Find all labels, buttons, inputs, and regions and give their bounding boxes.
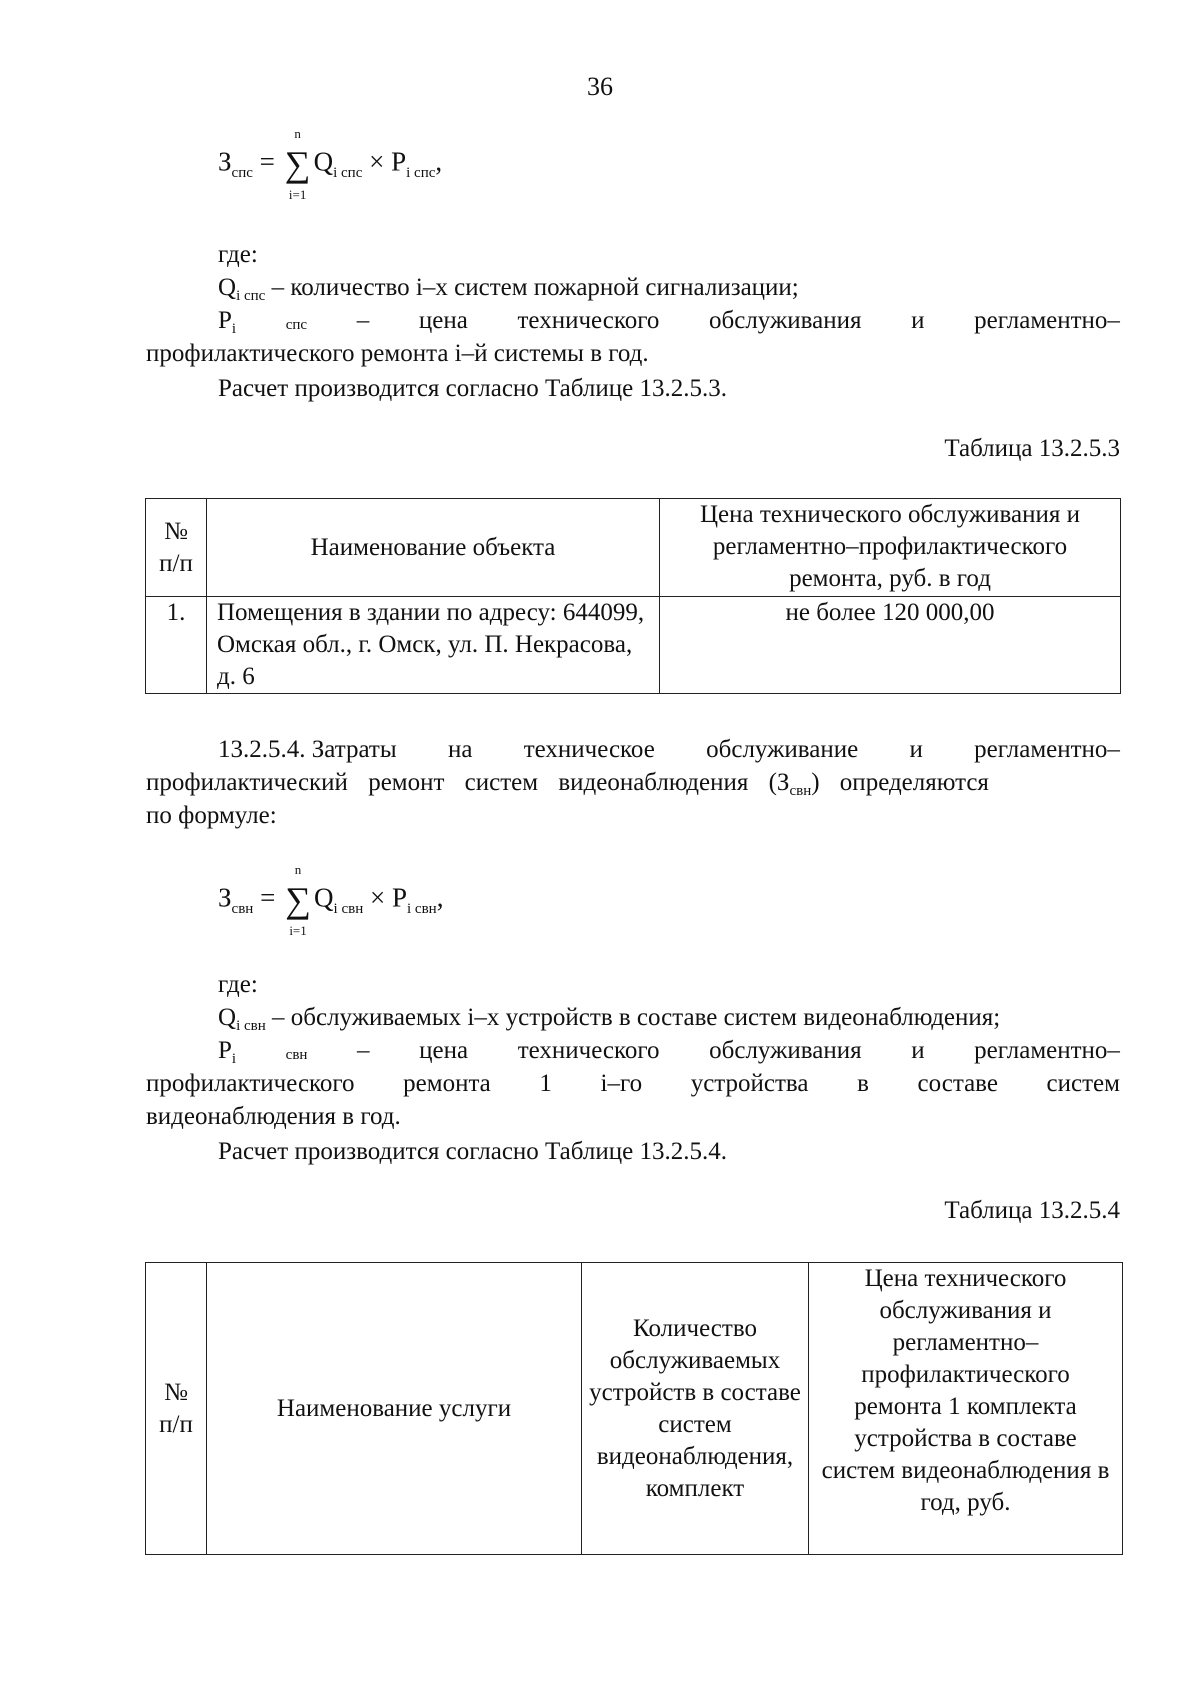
where-label: где: [218, 241, 258, 268]
definition-q-spc: $Q_{i спс}$ – количество i–х систем пожарной сигнализации; [218, 274, 799, 304]
paragraph-13-2-5-4-line1: 13.2.5.4. Затраты на техническое обслуживание и регламентно– [218, 736, 1120, 763]
paragraph-13-2-5-4-line3: по формуле: [146, 802, 277, 829]
cell-object-name: Помещения в здании по адресу: 644099, Омская обл., г. Омск, ул. П. Некрасова, д. 6 [207, 597, 660, 694]
table-fire-alarm-maintenance [145, 498, 1121, 694]
formula-q-subscript: i спс [333, 164, 363, 181]
formula-lhs-subscript: свн [231, 900, 254, 917]
header-number: № п/п [146, 1263, 207, 1555]
calc-reference-2: Расчет производится согласно Таблице 13.2.5.4. [218, 1138, 727, 1165]
sum-lower-limit: i=1 [289, 923, 307, 938]
definition-p-svn-cont2: видеонаблюдения в год. [146, 1103, 401, 1130]
table-caption-2: Таблица 13.2.5.4 [944, 1197, 1120, 1224]
header-price: Цена технического обслуживания и регламентно–профилактического ремонта, руб. в год [660, 499, 1121, 597]
formula-lhs: З [218, 146, 232, 177]
formula-video-surveillance-cost: $З_{свн}$ = n ∑ i=1 $Q_{i свн} \times P_{i свн}$, [218, 862, 444, 938]
times-sign: × [369, 882, 386, 913]
definition-p-spc-cont: профилактического ремонта i–й системы в год. [146, 340, 649, 367]
sum-lower-limit: i=1 [288, 187, 307, 202]
header-object-name: Наименование объекта [207, 499, 660, 597]
sum-upper-limit: n [294, 862, 302, 877]
header-device-price: Цена технического обслуживания и регламентно–профилактического ремонта 1 комплекта устройства в составе систем видеонаблюдения в год, руб. [809, 1263, 1123, 1555]
sum-operator: n ∑ i=1 [285, 862, 311, 938]
table-row [146, 597, 1121, 694]
definition-q-svn: $Q_{i свн}$ – обслуживаемых i–х устройств в составе систем видеонаблюдения; [218, 1004, 1001, 1034]
definition-p-spc: $P_i$ спс – цена технического обслуживания и регламентно– [218, 307, 1120, 337]
table-caption-1: Таблица 13.2.5.3 [944, 435, 1120, 462]
formula-lhs-subscript: спс [231, 164, 253, 181]
times-sign: × [369, 146, 385, 177]
header-number: № п/п [146, 499, 207, 597]
cell-number: 1. [146, 597, 207, 694]
formula-p-subscript: i свн [407, 900, 437, 917]
header-service-name: Наименование услуги [207, 1263, 582, 1555]
page-number: 36 [587, 72, 613, 101]
cell-price: не более 120 000,00 [660, 597, 1121, 694]
table-header-row [146, 499, 1121, 597]
formula-fire-alarm-cost: $З_{спс}$ = n ∑ i=1 $Q_{i спс} \times P_{i спс}$, [218, 126, 443, 202]
table-header-row [146, 1263, 1123, 1555]
formula-q: Q [314, 882, 334, 913]
sum-upper-limit: n [294, 126, 301, 141]
table-video-surveillance-maintenance [145, 1262, 1123, 1555]
where-label-2: где: [218, 971, 258, 998]
definition-p-svn: $P_i$ свн – цена технического обслуживания и регламентно– [218, 1037, 1120, 1067]
formula-p: P [391, 146, 407, 177]
header-device-count: Количество обслуживаемых устройств в составе систем видеонаблюдения, комплект [582, 1263, 809, 1555]
formula-q-subscript: i свн [333, 900, 364, 917]
calc-reference-1: Расчет производится согласно Таблице 13.2.5.3. [218, 375, 727, 402]
sum-operator: n ∑ i=1 [284, 126, 311, 202]
formula-lhs: З [218, 882, 232, 913]
paragraph-13-2-5-4-line2: профилактический ремонт систем видеонаблюдения $(З_{свн})$ определяются [146, 769, 989, 799]
formula-q: Q [313, 146, 334, 177]
definition-p-svn-cont: профилактического ремонта 1 i–го устройства в составе систем [146, 1070, 1120, 1097]
formula-p: P [391, 882, 407, 913]
formula-p-subscript: i спс [406, 164, 436, 181]
